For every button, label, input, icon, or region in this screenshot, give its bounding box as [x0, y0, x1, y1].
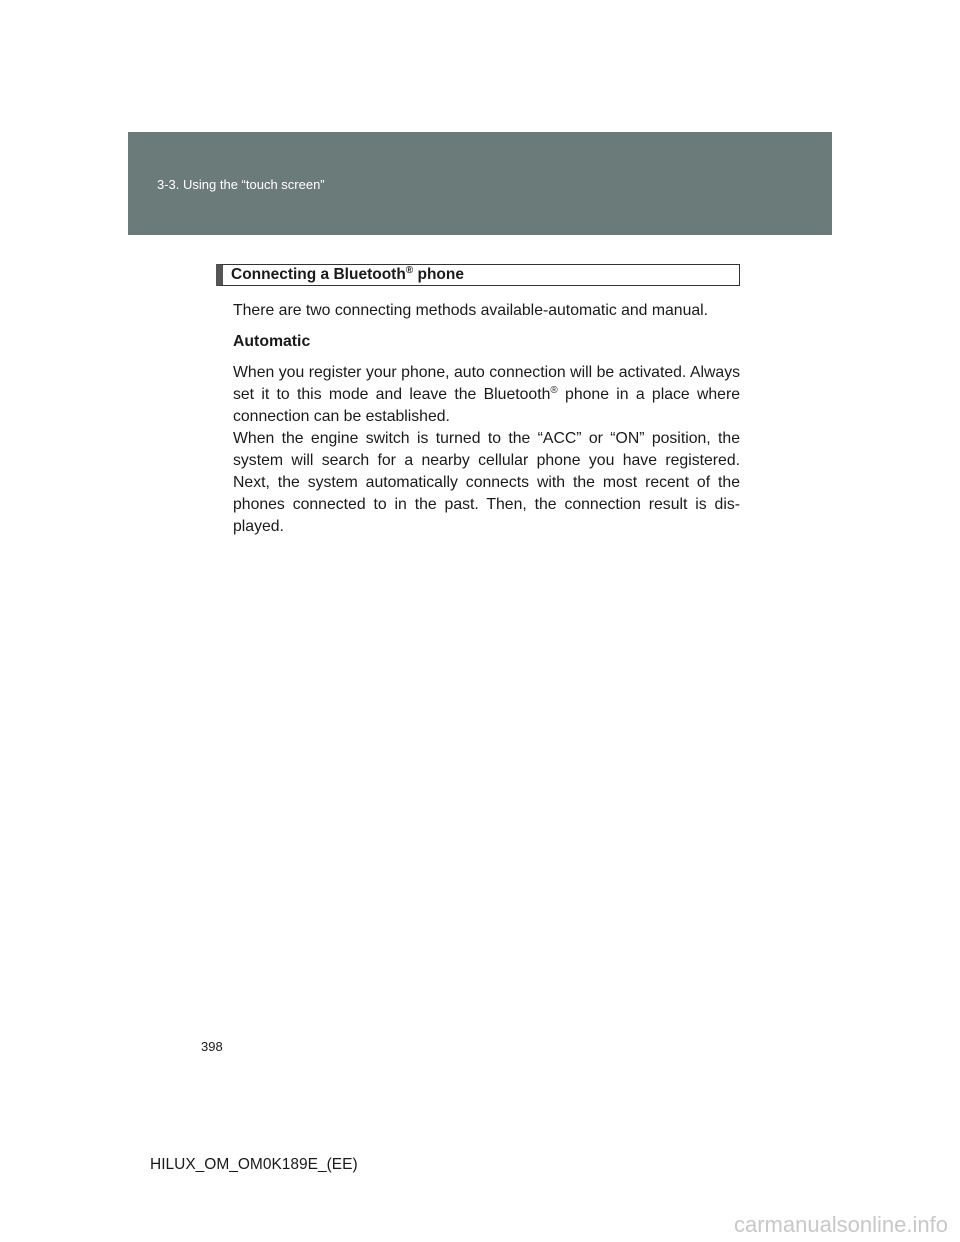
- paragraph-part: When you register your phone, auto connection will be activated. Always set it to this mode and leave the Bluetooth: [233, 364, 740, 403]
- section-title-suffix: phone: [413, 266, 464, 283]
- paragraph-auto-connection: [233, 362, 740, 428]
- document-code: HILUX_OM_OM0K189E_(EE): [150, 1156, 358, 1173]
- registered-mark: ®: [405, 265, 414, 276]
- intro-paragraph: There are two connecting methods available-automatic and manual.: [233, 302, 709, 319]
- subheading-automatic: Automatic: [233, 333, 311, 350]
- paragraph-engine-switch: When the engine switch is turned to the “ACC” or “ON” position, the system will search for a nearby cellular phone you have registered. Next, the system automatically connects with the most recent of the phones connected to in the past. Then, the connection result is dis-played.: [233, 430, 740, 535]
- section-breadcrumb: 3-3. Using the “touch screen”: [157, 177, 325, 192]
- paragraph-part: phone in a place where connection can be established.: [233, 386, 741, 425]
- watermark: carmanualsonline.info: [733, 1212, 948, 1237]
- body-content: [233, 300, 740, 538]
- page-number: 398: [201, 1039, 223, 1054]
- section-title-prefix: Connecting a Bluetooth: [231, 266, 406, 283]
- section-title: [231, 266, 464, 284]
- registered-mark: ®: [550, 385, 558, 396]
- section-heading-box: [216, 264, 740, 286]
